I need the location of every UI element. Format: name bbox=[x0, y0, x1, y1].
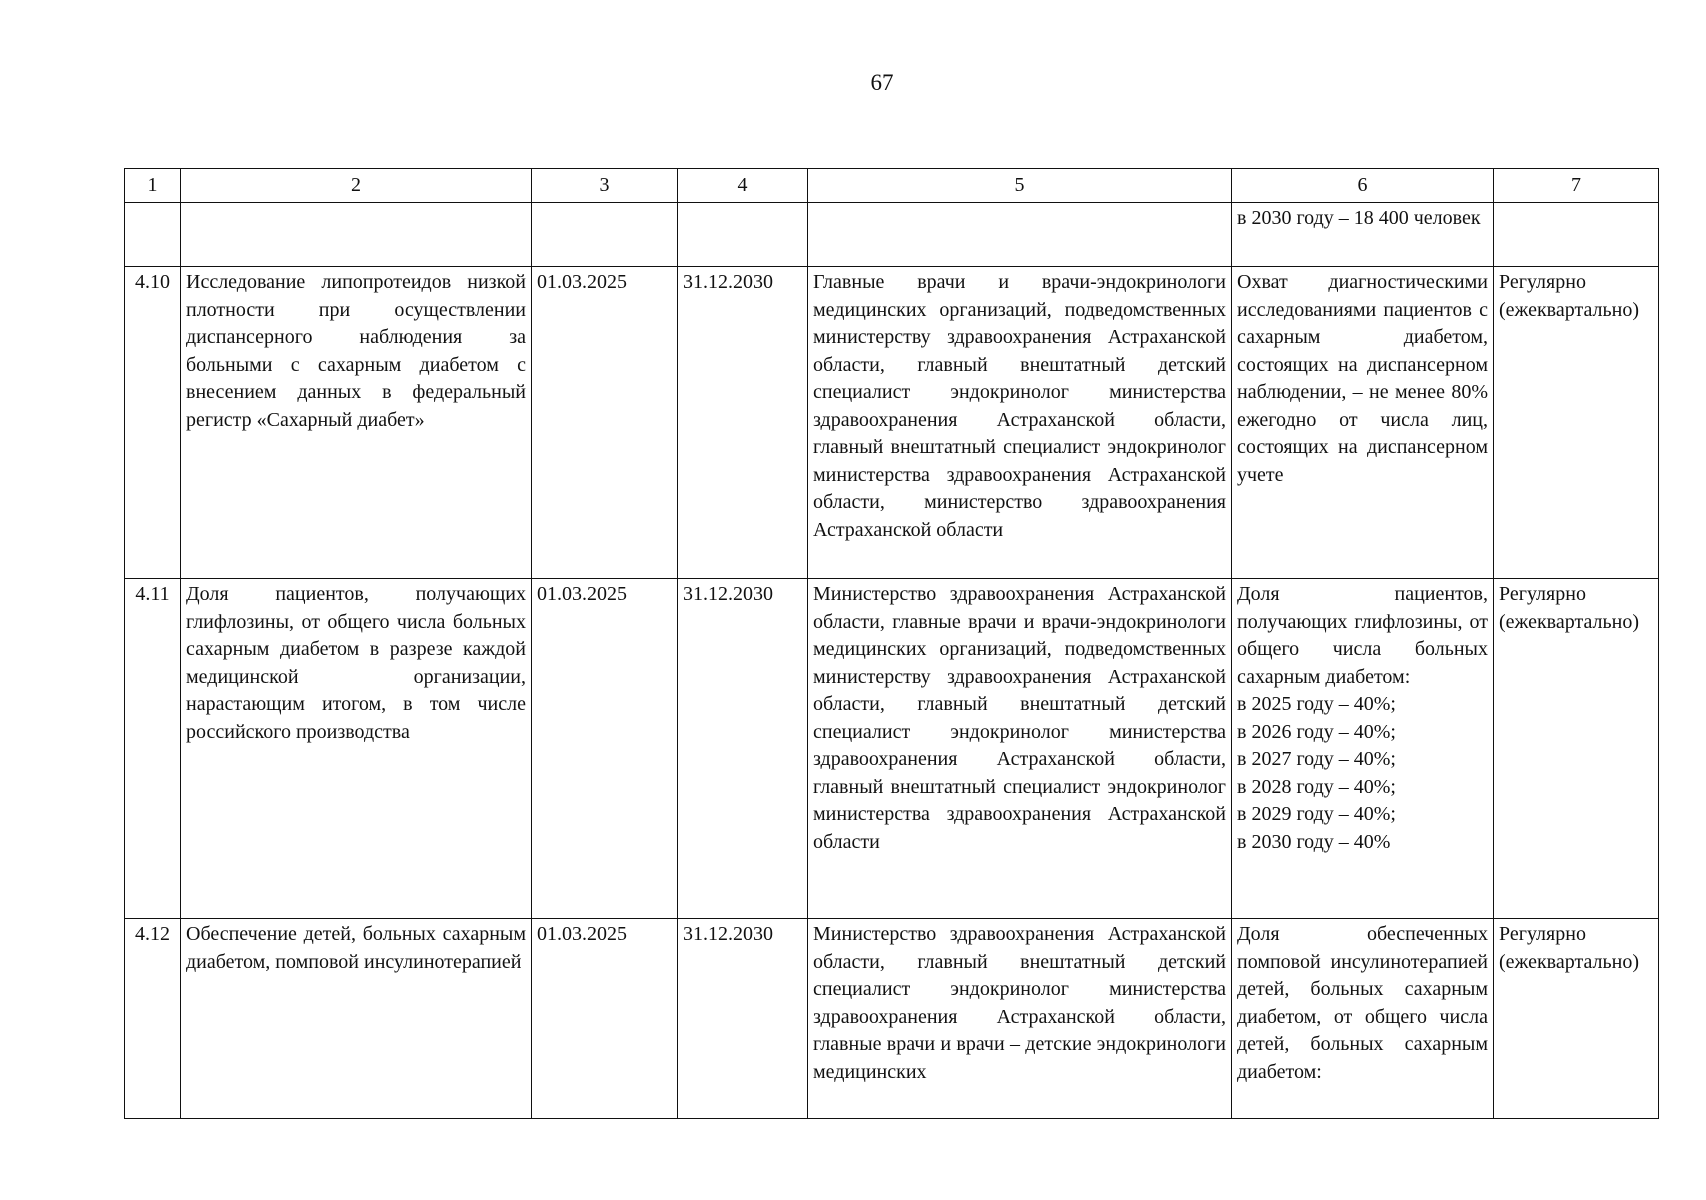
indicator-year-line: в 2029 году – 40%; bbox=[1237, 803, 1396, 825]
end-date-cell: 31.12.2030 bbox=[678, 579, 808, 919]
column-numbers-row bbox=[125, 169, 1659, 203]
table-cell bbox=[1494, 203, 1659, 267]
indicator-intro: Доля пациентов, получающих глифлозины, от общего числа больных сахарным диабетом: bbox=[1237, 583, 1488, 688]
row-number: 4.10 bbox=[125, 267, 181, 579]
indicator-year-line: в 2030 году – 40% bbox=[1237, 830, 1391, 853]
table-cell bbox=[678, 203, 808, 267]
table-cell bbox=[181, 203, 532, 267]
indicator-year-line: в 2025 году – 40%; bbox=[1237, 693, 1396, 715]
start-date-cell: 01.03.2025 bbox=[532, 267, 678, 579]
frequency-cell: Регулярно (ежеквартально) bbox=[1494, 579, 1659, 919]
plan-table bbox=[124, 168, 1659, 1119]
activity-cell: Исследование липопротеидов низкой плотности при осуществлении диспансерного наблюдения за больными с сахарным диабетом с внесением данных в федеральный регистр «Сахарный диабет» bbox=[181, 267, 532, 579]
page-number: 67 bbox=[870, 70, 894, 95]
row-number: 4.11 bbox=[125, 579, 181, 919]
column-number: 5 bbox=[808, 169, 1232, 203]
end-date-cell: 31.12.2030 bbox=[678, 919, 808, 1119]
table-row bbox=[125, 267, 1659, 579]
frequency-cell: Регулярно (ежеквартально) bbox=[1494, 919, 1659, 1119]
indicator-year-line: в 2027 году – 40%; bbox=[1237, 748, 1396, 770]
responsible-cell: Министерство здравоохранения Астраханской области, главный внештатный детский специалист эндокринолог министерства здравоохранения Астраханской области, главные врачи и врачи – детские эндокринологи медицинских bbox=[808, 919, 1232, 1119]
column-number: 4 bbox=[678, 169, 808, 203]
column-number: 3 bbox=[532, 169, 678, 203]
indicator-cell: Доля обеспеченных помповой инсулинотерапией детей, больных сахарным диабетом, от общего числа детей, больных сахарным диабетом: bbox=[1232, 919, 1494, 1119]
indicator-cell: в 2030 году – 18 400 человек bbox=[1232, 203, 1494, 267]
indicator-cell bbox=[1232, 579, 1494, 919]
continuation-row bbox=[125, 203, 1659, 267]
table-cell bbox=[532, 203, 678, 267]
start-date-cell: 01.03.2025 bbox=[532, 579, 678, 919]
responsible-cell: Главные врачи и врачи-эндокринологи медицинских организаций, подведомственных министерству здравоохранения Астраханской области, главный внештатный детский специалист эндокринолог министерства здравоохранения Астраханской области, главный внештатный специалист эндокринолог министерства здравоохранения Астраханской области, министерство здравоохранения Астраханской области bbox=[808, 267, 1232, 579]
indicator-year-line: в 2026 году – 40%; bbox=[1237, 720, 1396, 743]
indicator-year-line: в 2028 году – 40%; bbox=[1237, 775, 1396, 798]
activity-cell: Обеспечение детей, больных сахарным диабетом, помповой инсулинотерапией bbox=[181, 919, 532, 1119]
row-number: 4.12 bbox=[125, 919, 181, 1119]
column-number: 1 bbox=[125, 169, 181, 203]
frequency-cell: Регулярно (ежеквартально) bbox=[1494, 267, 1659, 579]
end-date-cell: 31.12.2030 bbox=[678, 267, 808, 579]
indicator-cell: Охват диагностическими исследованиями пациентов с сахарным диабетом, состоящих на диспансерном наблюдении, – не менее 80% ежегодно от числа лиц, состоящих на диспансерном учете bbox=[1232, 267, 1494, 579]
table-cell bbox=[125, 203, 181, 267]
responsible-cell: Министерство здравоохранения Астраханской области, главные врачи и врачи-эндокринологи медицинских организаций, подведомственных министерству здравоохранения Астраханской области, главный внештатный детский специалист эндокринолог министерства здравоохранения Астраханской области, главный внештатный специалист эндокринолог министерства здравоохранения Астраханской области bbox=[808, 579, 1232, 919]
column-number: 2 bbox=[181, 169, 532, 203]
table-cell bbox=[808, 203, 1232, 267]
activity-cell: Доля пациентов, получающих глифлозины, от общего числа больных сахарным диабетом в разрезе каждой медицинской организации, нарастающим итогом, в том числе российского производства bbox=[181, 579, 532, 919]
table-row bbox=[125, 919, 1659, 1119]
column-number: 6 bbox=[1232, 169, 1494, 203]
column-number: 7 bbox=[1494, 169, 1659, 203]
table-row bbox=[125, 579, 1659, 919]
start-date-cell: 01.03.2025 bbox=[532, 919, 678, 1119]
